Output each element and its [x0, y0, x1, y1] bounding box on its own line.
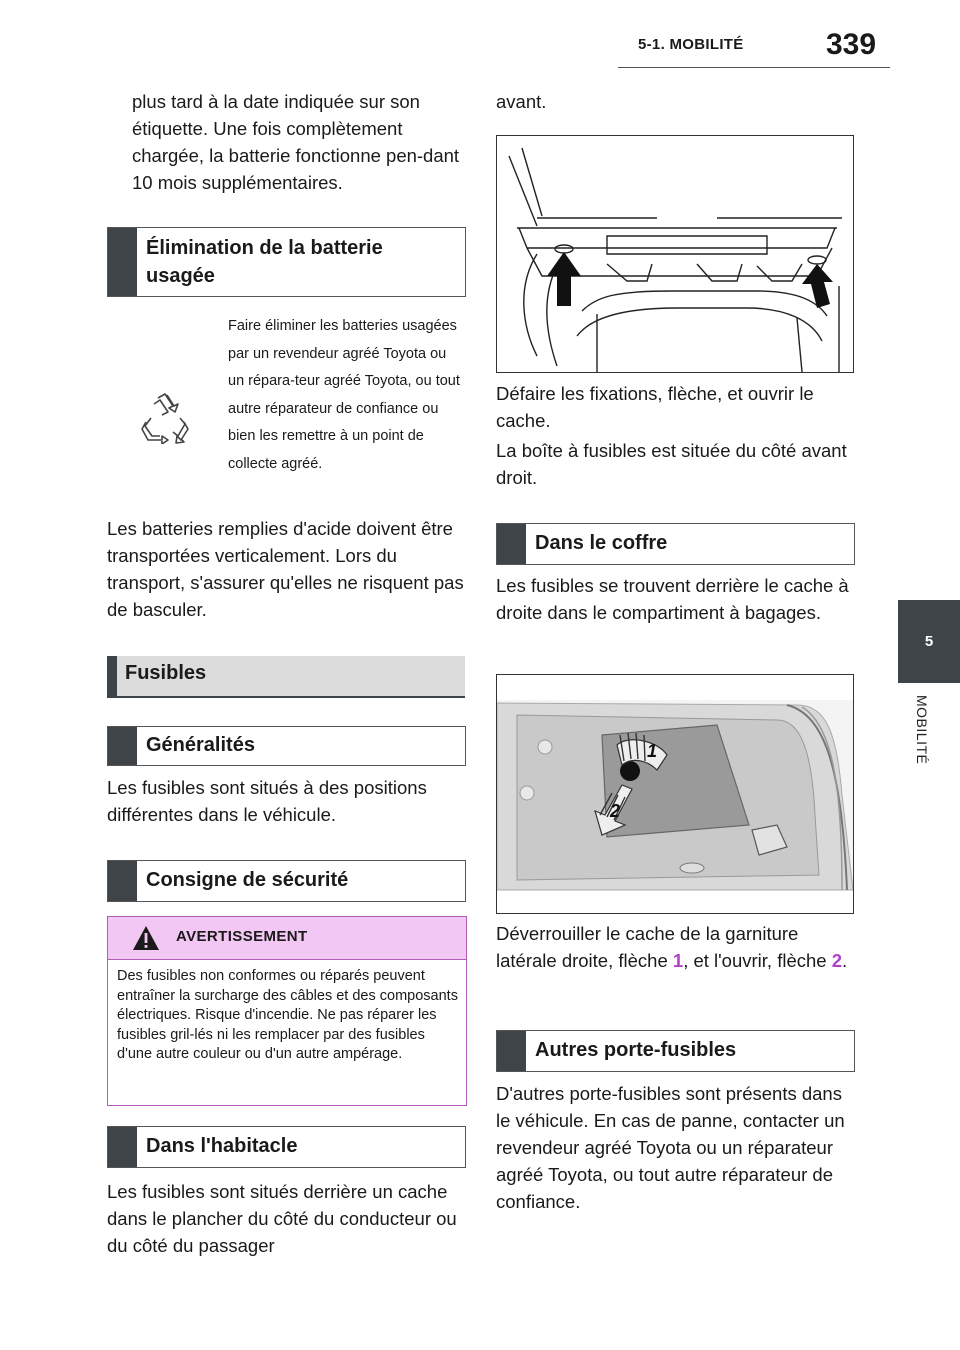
deverrouiller-paragraph	[496, 920, 854, 974]
chapter-label: MOBILITÉ	[914, 695, 930, 765]
heading-fusibles	[107, 656, 465, 698]
section-title: 5-1. MOBILITÉ	[638, 36, 744, 53]
figure-trunk-cover	[496, 674, 854, 914]
warning-title: AVERTISSEMENT	[176, 928, 308, 945]
warning-text: Des fusibles non conformes ou réparés peuvent entraîner la surcharge des câbles et des composants électriques. Risque d'incendie. Ne pas réparer les fusibles gril-lés ni les remplacer par des fusibles d'une autre couleur ou d'un autre ampérage.	[117, 968, 458, 1062]
warning-header	[108, 917, 466, 960]
fixations-paragraph: Défaire les fixations, flèche, et ouvrir le cache.	[496, 383, 814, 431]
heading-habitacle	[107, 1126, 466, 1168]
recycle-icon	[140, 392, 190, 444]
header-divider	[618, 67, 890, 68]
heading-generalites	[107, 726, 466, 766]
heading-generalites-text: Généralités	[146, 734, 255, 756]
heading-coffre	[496, 523, 855, 565]
warning-box	[107, 916, 467, 1106]
boite-paragraph: La boîte à fusibles est située du côté avant droit.	[496, 440, 847, 488]
coffre-paragraph: Les fusibles se trouvent derrière le cache à droite dans le compartiment à bagages.	[496, 575, 849, 623]
arrow-label-1: 1	[647, 741, 658, 761]
chapter-tab: 5	[898, 600, 960, 683]
heading-fusibles-text: Fusibles	[125, 662, 207, 684]
trunk-cover-illustration	[497, 675, 853, 913]
recycle-text: Faire éliminer les batteries usagées par un revendeur agréé Toyota ou un répara-teur agréé Toyota, ou tout autre réparateur de confiance ou bien les remettre à un point de collecte agréé.	[228, 318, 460, 472]
heading-securite	[107, 860, 466, 902]
warning-triangle-icon	[132, 925, 160, 951]
deverrouiller-text-a: Déverrouiller le cache de la garniture latérale droite, flèche	[496, 923, 799, 971]
figure-cabin-cover	[496, 135, 854, 373]
transport-paragraph: Les batteries remplies d'acide doivent être transportées verticalement. Lors du transport, s'assurer qu'elles ne risquent pas de basculer.	[107, 518, 464, 620]
heading-securite-text: Consigne de sécurité	[146, 869, 349, 891]
arrow-ref-1: 1	[672, 950, 684, 971]
heading-habitacle-text: Dans l'habitacle	[146, 1135, 298, 1157]
heading-elimination	[107, 227, 466, 297]
habitacle-paragraph: Les fusibles sont situés derrière un cache dans le plancher du côté du conducteur ou du côté du passager	[107, 1181, 457, 1256]
heading-coffre-text: Dans le coffre	[535, 532, 668, 554]
arrow-ref-2: 2	[831, 950, 842, 971]
intro-paragraph: plus tard à la date indiquée sur son étiquette. Une fois complètement chargée, la batterie fonctionne pen-dant 10 mois supplémentaires.	[132, 91, 460, 193]
avant-paragraph: avant.	[496, 91, 547, 112]
page-number: 339	[826, 28, 877, 61]
heading-autres	[496, 1030, 855, 1072]
heading-autres-text: Autres porte-fusibles	[535, 1039, 737, 1061]
heading-elimination-text: Élimination de la batterie usagée	[146, 237, 383, 287]
deverrouiller-text-b: , et l'ouvrir, flèche	[683, 950, 832, 971]
generalites-paragraph: Les fusibles sont situés à des positions différentes dans le véhicule.	[107, 777, 427, 825]
autres-paragraph: D'autres porte-fusibles sont présents dans le véhicule. En cas de panne, contacter un revendeur agréé Toyota ou un réparateur agréé Toyota, ou tout autre réparateur de confiance.	[496, 1083, 845, 1212]
arrow-label-2: 2	[610, 801, 621, 821]
deverrouiller-text-c: .	[842, 950, 848, 971]
cabin-cover-illustration	[497, 136, 853, 372]
